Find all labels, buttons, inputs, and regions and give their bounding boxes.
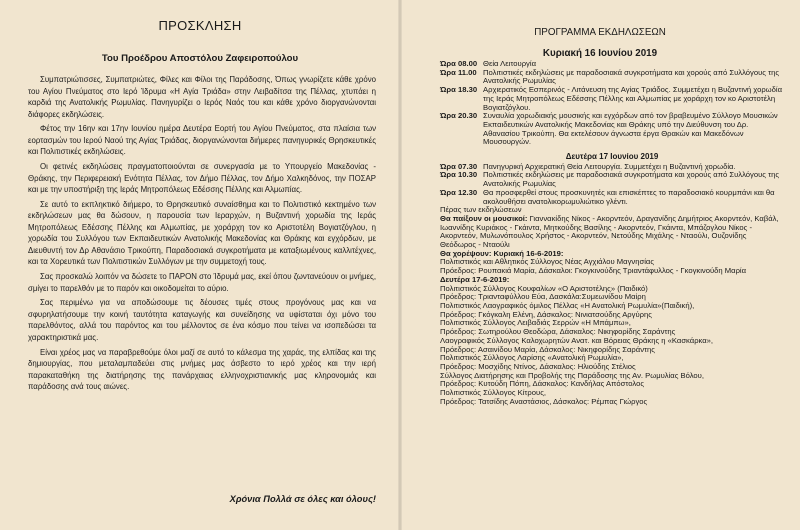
invitation-title: ΠΡΟΣΚΛΗΣΗ [158, 18, 242, 33]
musicians-list: Γιαννακίδης Νίκος - Ακορντεόν, Δραγανίδης Δημήτριος Ακορντεόν, Καβάλ, Ιωαννίδης Κυριάκος - Γκάιντα, Μητκούδης Βασίλης - Ακορντεόν, Γκάιντα, Μπάζογλου Νίκος - Ακορντεόν, Μυλωνόπουλος Χρήστος - Ακορντεόν, Νετούδης Μιχάλης - Νταούλι, Ουζονίδης Θεόδωρος - Νταούλι [440, 213, 779, 250]
musicians-label: Θα παίξουν οι μουσικοί: [440, 213, 528, 223]
musicians-paragraph [440, 215, 784, 250]
day2-heading: Δευτέρα 17 Ιουνίου 2019 [565, 152, 659, 162]
event-description: Συναυλία χορωδιακής μουσικής και εγχόρδων από τον βραβευμένο Σύλλογο Μουσικών Εκπαιδευτικών Ανατολικής Μακεδονίας και Θράκης υπό την Διεύθυνση του Δρ. Αθανασίου Τρικούπη. Θα εκτελέσουν άγνωστα έργα Θρακών και Μακεδόνων Μουσουργών. [483, 111, 778, 147]
dancer-group-line: Πρόεδρος: Μοσχίδης Ντίνος, Δάσκαλος: Ηλιούδης Στέλιος [440, 361, 636, 371]
end-note: Πέρας των εκδηλώσεων [440, 205, 522, 215]
dancer-group-line: Πρόεδρος: Κυτούδη Πόπη, Δάσκαλος: Κανδήλας Απόστολος [440, 379, 645, 389]
event-description: Αρχιερατικός Εσπερινός - Λιτάνευση της Αγίας Τριάδος. Συμμετέχει η Βυζαντινή χορωδία της Ιεράς Μητροπόλεως Εδέσσης Πέλλης και Αλμωπίας με χοράρχη τον κο Αριστοτέλη Βογιατζόγλου. [483, 85, 783, 112]
dancer-group-line: Πολιτιστικός Σύλλογος Λαρίσης «Ανατολική Ρωμυλία», [440, 353, 624, 363]
event-description: Πανηγυρική Αρχιερατική Θεία Λειτουργία. Συμμετέχει η Βυζαντινή χορωδία. [483, 161, 736, 171]
event-description: Πολιτιστικές εκδηλώσεις με παραδοσιακά συγκροτήματα και χορούς από Συλλόγους της Ανατολικής Ρωμυλίας [483, 170, 780, 189]
dancer-group-line: Λαογραφικός Σύλλογος Καλοχωρητών Ανατ. και Βόρειας Θράκης η «Κασκάρκα», [440, 335, 714, 345]
event-item [440, 69, 784, 86]
invitation-paragraph: Είναι χρέος μας να παραβρεθούμε όλοι μαζί σε αυτό το κάλεσμα της χαράς, της ελπίδας και της δημιουργίας, που μεταλαμπαδεύει στις μνήμες μας άσβεστο το ιερό χρέος και την ιερή παρακαταθήκη της διατήρησης της πανάρχαιας ελληνοχριστιανικής μας κληρονομιάς και παράδοσης ανά τους αιώνες. [28, 347, 376, 392]
event-description: Πολιτιστικές εκδηλώσεις με παραδοσιακά συγκροτήματα και χορούς από Συλλόγους της Ανατολικής Ρωμυλίας [483, 67, 780, 86]
event-time: Ώρα 08.00 [440, 59, 478, 68]
program-page [400, 0, 800, 530]
event-item [440, 171, 784, 188]
dancer-group-line: Πρόεδρος: Σωτηρούλου Θεοδώρα, Δάσκαλος: Νικηφορίδης Σαράντης [440, 327, 676, 337]
event-item [440, 86, 784, 112]
invitation-paragraph: Σας περιμένω για να αποδώσουμε τις δέουσες τιμές στους προγόνους μας και να σφυρηλατήσουμε την κοινή ταυτότητα καταγωγής και συνείδησης να υφίσταται όχι μόνο του παρελθόντος, αλλά του παρόντος και του μέλλοντος σε ένα κόσμο που τείνει να ισοπεδώσει τα χαρακτηριστικά μας. [28, 298, 376, 342]
dancers-monday-label: Δευτέρα 17-6-2019: [440, 274, 510, 284]
dancer-group-line: Πρόεδρος: Ασαινίδου Μαρία, Δάσκαλος: Νικηφορίδης Σαράντης [440, 344, 655, 354]
event-item [440, 112, 784, 147]
invitation-body [28, 74, 376, 396]
dancer-group-line: Πρόεδρος: Τατσίδης Αναστάσιος, Δάσκαλος: Ρέμπας Γιώργος [440, 396, 648, 406]
invitation-paragraph: Σας προσκαλώ λοιπόν να δώσετε το ΠΑΡΟΝ στο Ίδρυμά μας, εκεί όπου ζωντανεύουν οι μνήμες, σμίγει το παρελθόν με το παρόν και οικοδομείται το αύριο. [28, 272, 376, 293]
event-time: Ώρα 18.30 [440, 85, 478, 95]
dancer-group-line: Πολιτιστικός και Αθλητικός Σύλλογος Νέας Αγχιάλου Μαγνησίας [440, 257, 654, 267]
event-description: Θεία Λειτουργία [483, 59, 536, 68]
day1-heading: Κυριακή 16 Ιουνίου 2019 [542, 48, 658, 59]
event-time: Ώρα 20.30 [440, 111, 478, 121]
program-body [440, 60, 784, 406]
event-time: Ώρα 12.30 [440, 187, 478, 197]
invitation-paragraph: Οι φετινές εκδηλώσεις πραγματοποιούνται σε συνεργασία με το Υπουργείο Μακεδονίας - Θράκης, την Περιφερειακή Ενότητα Πέλλας, τον Δήμο Πέλλας, τον Δήμο Χαλκηδόνος, την ΠΟΣΑΡ και με την υποστήριξη της Ιεράς Μητροπόλεως Εδέσσης Πέλλης και Αλμωπίας. [28, 162, 376, 195]
dancer-group-line: Πρόεδρος: Γκόγκαλη Ελένη, Δάσκαλος: Νινιατσούδης Αργύρης [440, 309, 652, 319]
invitation-paragraph: Συμπατριώτισσες, Συμπατριώτες, Φίλες και Φίλοι της Παράδοσης, Όπως γνωρίζετε κάθε χρόνο του Αγίου Πνεύματος στο Ιερό Ίδρυμα «Η Αγία Τριάδα» στην Λειβαδίτσα της Πέλλας, χτυπάει η καρδιά της Ανατολικής Ρωμυλίας. Πανηγυρίζει ο Ιερός Ναός του και κάθε χρόνο διοργανώνονται διάφορες εκδηλώσεις. [28, 75, 376, 119]
invitation-paragraph: Φέτος την 16ην και 17ην Ιουνίου ημέρα Δευτέρα Εορτή του Αγίου Πνεύματος, στα πλαίσια των εορτασμών του Ιερού Ναού της Αγίας Τριάδας, διοργανώνονται διήμερες πανηγυρικές Θρησκευτικές και Πολιτιστικές εκδηλώσεις. [28, 124, 376, 157]
dancer-group-line: Σύλλογος Διατήρησης και Προβολής της Παράδοσης της Αν. Ρωμυλίας Βόλου, [440, 370, 704, 380]
closing-greeting: Χρόνια Πολλά σε όλες και όλους! [229, 494, 376, 504]
dancer-group-line: Πολιτιστικός Σύλλογος Κίτρους, [440, 388, 547, 398]
dancer-group-line: Πρόεδρος: Ρουπακιά Μαρία, Δάσκαλοι: Γκογκινούδης Τριαντάφυλλος - Γκογκινούδη Μαρία [440, 266, 747, 276]
program-title: ΠΡΟΓΡΑΜΜΑ ΕΚΔΗΛΩΣΕΩΝ [534, 27, 666, 38]
event-item [440, 189, 784, 206]
invitation-subtitle: Του Προέδρου Αποστόλου Ζαφειροπούλου [101, 53, 299, 64]
dancers-sunday-label: Θα χορέψουν: Κυριακή 16-6-2019: [440, 248, 564, 258]
event-time: Ώρα 07.30 [440, 161, 478, 171]
dancer-group-line: Πολιτιστικός Σύλλογος Κουφαλίων «Ο Αριστοτέλης» (Παιδικό) [440, 283, 648, 293]
event-description: Θα προσφερθεί στους προσκυνητές και επισκέπτες το παραδοσιακό κουρμπάνι και θα ακολουθήσει ανατολικορωμυλιώτικο γλέντι. [483, 187, 775, 206]
dancer-group-line: Πρόεδρος: Τριανταφύλλου Εύα, Δασκάλα:Συμεωνίδου Μαίρη [440, 292, 646, 302]
event-time: Ώρα 11.00 [440, 67, 477, 77]
dancer-group-line: Πολιτιστικός Λαογραφικός όμιλος Πέλλας «Η Ανατολική Ρωμυλία»(Παιδική), [440, 300, 695, 310]
dancer-group-line: Πολιτιστικός Σύλλογος Λειβαδιάς Σερρών «Η Μπάμπω», [440, 318, 631, 328]
invitation-paragraph: Σε αυτό το εκπληκτικό διήμερο, το Θρησκευτικό συναίσθημα και το Πολιτιστικό κεκτημένο των εκδηλώσεων μας θα δώσουν, η παρουσία των Ιεραρχών, η Βυζαντινή χορωδία της Ιεράς Μητροπόλεως Εδέσσης Πέλλης και Αλμωπίας, με χοράρχη τον κο Αριστοτέλη Βογιατζόγλου, η χορωδία του Συλλόγου των Εκπαιδευτικών Ανατολικής Μακεδονίας και Θράκης και εγχόρδων, με Διευθυντή τον Δρ Αθανάσιο Τρικούπη, Παραδοσιακά συγκροτήματα με καταξιωμένους καλλιτέχνες, και τα Χορευτικά των Πολιτιστικών Συλλόγων με την συμμετοχή τους. [28, 199, 376, 267]
event-time: Ώρα 10.30 [440, 170, 478, 180]
